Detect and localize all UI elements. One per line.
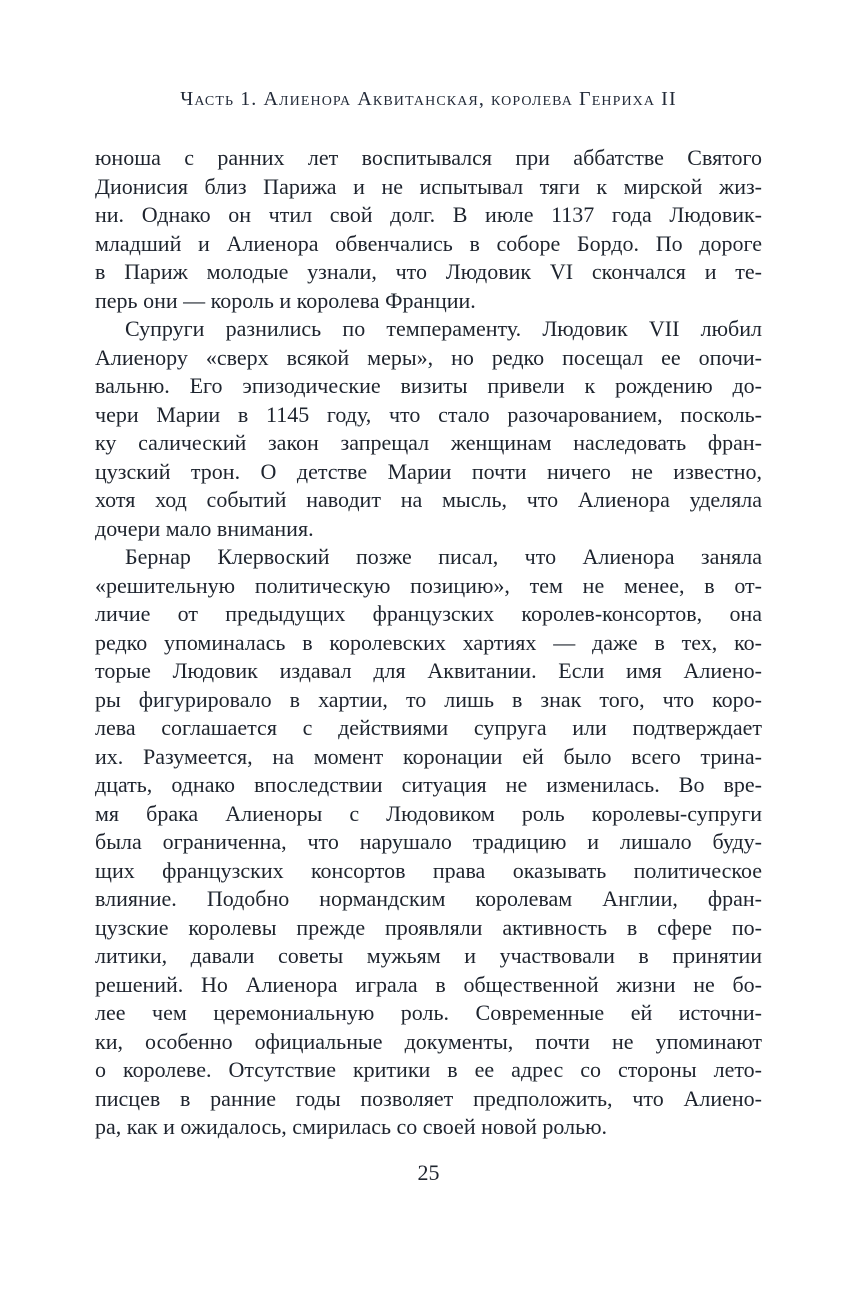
- text-line: «решительную политическую позицию», тем не менее, в от-: [95, 572, 762, 598]
- text-line: щих французских консортов права оказывать политическое: [95, 857, 762, 883]
- text-line: Дионисия близ Парижа и не испытывал тяги к мирской жиз-: [95, 173, 762, 199]
- text-line: чери Марии в 1145 году, что стало разочарованием, посколь-: [95, 401, 762, 427]
- text-line: была ограниченна, что нарушало традицию и лишало буду-: [95, 829, 762, 854]
- text-line: в Париж молодые узнали, что Людовик VI скончался и те-: [95, 259, 762, 284]
- running-header: Часть 1. Алиенора Аквитанская, королева Генриха II: [180, 88, 677, 110]
- text-line: их. Разумеется, на момент коронации ей было всего трина-: [95, 743, 762, 769]
- text-line: редко упоминалась в королевских хартиях — даже в тех, ко-: [95, 629, 762, 655]
- text-line: влияние. Подобно нормандским королевам Англии, фран-: [95, 886, 762, 911]
- text-line: писцев в ранние годы позволяет предположить, что Алиено-: [95, 1085, 762, 1111]
- page-number: 25: [417, 1160, 440, 1185]
- paragraph: [95, 144, 762, 315]
- text-line: ки, особенно официальные документы, почти не упоминают: [95, 1028, 762, 1054]
- text-line: решений. Но Алиенора играла в общественной жизни не бо-: [95, 971, 762, 997]
- text-line: ку салический закон запрещал женщинам наследовать фран-: [95, 430, 762, 455]
- text-line: Бернар Клервоский позже писал, что Алиенора заняла: [125, 544, 762, 569]
- text-line: юноша с ранних лет воспитывался при аббатстве Святого: [95, 145, 762, 170]
- text-line: лева соглашается с действиями супруга или подтверждает: [95, 715, 762, 740]
- text-line: хотя ход событий наводит на мысль, что Алиенора уделяла: [95, 487, 762, 512]
- text-line: цузский трон. О детстве Марии почти ничего не известно,: [95, 458, 762, 484]
- text-line: вальню. Его эпизодические визиты привели к рождению до-: [95, 373, 762, 398]
- text-line: перь они — король и королева Франции.: [95, 287, 476, 313]
- paragraph: [95, 543, 762, 1142]
- text-line: ра, как и ожидалось, смирилась со своей новой ролью.: [95, 1114, 608, 1139]
- text-line: дцать, однако впоследствии ситуация не изменилась. Во вре-: [95, 772, 762, 797]
- text-line: дочери мало внимания.: [95, 515, 314, 541]
- text-line: торые Людовик издавал для Аквитании. Если имя Алиено-: [95, 658, 762, 683]
- text-line: младший и Алиенора обвенчались в соборе Бордо. По дороге: [95, 230, 762, 256]
- text-line: цузские королевы прежде проявляли активность в сфере по-: [95, 914, 762, 940]
- text-line: Супруги разнились по темпераменту. Людовик VII любил: [125, 316, 762, 341]
- text-line: личие от предыдущих французских королев-консортов, она: [95, 601, 762, 626]
- text-line: лее чем церемониальную роль. Современные ей источни-: [95, 1000, 762, 1025]
- text-line: о королеве. Отсутствие критики в ее адрес со стороны лето-: [95, 1057, 762, 1082]
- text-line: мя брака Алиеноры с Людовиком роль королевы-супруги: [95, 800, 762, 826]
- text-line: ры фигурировало в хартии, то лишь в знак того, что коро-: [95, 686, 762, 712]
- page-body: [95, 144, 762, 1142]
- text-line: литики, давали советы мужьям и участвовали в принятии: [95, 943, 762, 968]
- text-line: ни. Однако он чтил свой долг. В июле 1137 года Людовик-: [95, 202, 762, 227]
- paragraph: [95, 315, 762, 543]
- text-line: Алиенору «сверх всякой меры», но редко посещал ее опочи-: [95, 344, 762, 370]
